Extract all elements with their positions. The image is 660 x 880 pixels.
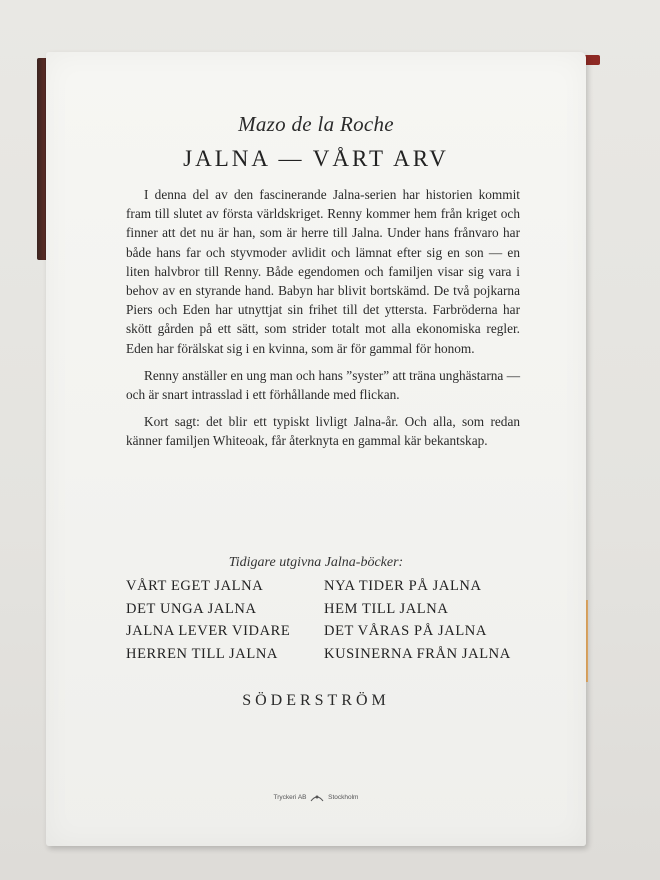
book-list-item: HEM TILL JALNA	[324, 600, 449, 617]
printer-name: Tryckeri AB	[273, 794, 307, 802]
previous-books-heading: Tidigare utgivna Jalna-böcker:	[228, 555, 404, 570]
book-list-item: JALNA LEVER VIDARE	[126, 623, 291, 639]
book-list-item: NYA TIDER PÅ JALNA	[324, 578, 482, 594]
printer-logo-icon	[310, 793, 324, 802]
book-list-item: HERREN TILL JALNA	[126, 645, 278, 662]
blurb-paragraph-2: Renny anställer en ung man och hans ”syster” att träna unghästarna — och är snart intrasslad i ett förhållande med flickan.	[126, 367, 520, 403]
book-list-item: DET VÅRAS PÅ JALNA	[324, 623, 487, 639]
book-list-item: KUSINERNA FRÅN JALNA	[324, 645, 511, 662]
author-name: Mazo de la Roche	[238, 112, 394, 136]
blurb-paragraph-1: I denna del av den fascinerande Jalna-serien har historien kommit fram till slutet av första världskriget. Renny kommer hem från kriget och finner att det nu är han, som är herre till Jalna. Under hans frånvaro har både hans far och styvmoder avlidit och lämnat efter sig en son — en liten halvbror till Renny. Både egendomen och familjen visar sig vara i behov av en styrande hand. Babyn har blivit bortskämd. De två pojkarna Piers och Eden har utnyttjat sin frihet till det yttersta. Farbröderna har skött gården på ett sätt, som strider totalt mot alla ekonomiska regler. Eden har förälskat sig i en kvinna, som är för gammal för honom.	[126, 187, 520, 356]
printer-mark	[46, 793, 586, 802]
book-list-item: DET UNGA JALNA	[126, 600, 257, 617]
printer-city: Stockholm	[328, 794, 359, 802]
publisher-name: SÖDERSTRÖM	[242, 692, 390, 709]
blurb-text	[126, 185, 520, 459]
book-title: JALNA — VÅRT ARV	[183, 146, 449, 171]
previous-books-list	[126, 576, 546, 664]
blurb-paragraph-3: Kort sagt: det blir ett typiskt livligt Jalna-år. Och alla, som redan känner familjen Whiteoak, får återknyta en gammal kär bekantskap.	[126, 414, 520, 449]
book-list-item: VÅRT EGET JALNA	[126, 578, 264, 594]
book-back-cover	[46, 52, 586, 846]
